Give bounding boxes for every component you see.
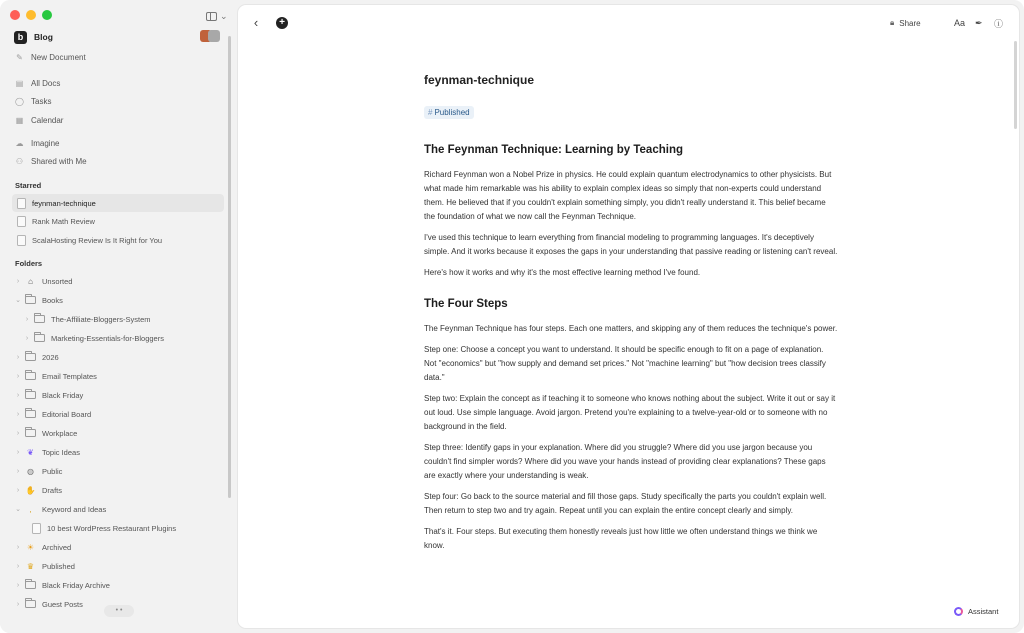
document-scrollbar[interactable] [1014, 41, 1017, 129]
chevron-right-icon: › [16, 600, 20, 608]
new-document-icon: ✎ [16, 52, 23, 62]
chevron-right-icon: › [16, 467, 20, 475]
chevron-right-icon: › [25, 334, 29, 342]
folder-icon [25, 600, 36, 608]
globe-icon: ◍ [27, 466, 34, 476]
chevron-right-icon: › [16, 372, 20, 380]
chevron-right-icon: › [16, 277, 20, 285]
calendar-icon: ▦ [15, 115, 24, 125]
workspace-name: Blog [34, 32, 53, 42]
nav-tasks[interactable] [14, 93, 51, 109]
nav-calendar[interactable] [14, 112, 63, 128]
folder-icon [25, 372, 36, 380]
chevron-right-icon: › [16, 581, 20, 589]
chevron-down-icon: ⌄ [15, 506, 21, 513]
nav-label: New Document [31, 52, 86, 62]
folder-label: Keyword and Ideas [42, 504, 107, 514]
folder-icon [34, 315, 45, 323]
collaborator-avatars[interactable] [200, 30, 220, 42]
close-window-button[interactable] [10, 10, 20, 20]
share-button[interactable] [890, 15, 921, 31]
assistant-button[interactable] [954, 604, 998, 618]
chevron-down-icon: ⌄ [15, 297, 21, 304]
folder-label: The-Affiliate-Bloggers-System [51, 314, 151, 324]
document-icon [17, 216, 26, 227]
chevron-right-icon: › [16, 486, 20, 494]
starred-item[interactable] [12, 231, 224, 249]
folder-item[interactable] [32, 520, 176, 536]
tag-badge[interactable] [424, 106, 474, 119]
paragraph: Step one: Choose a concept you want to understand. It should be specific enough to fit on a page of explanation. Not "economics" but "how supply and demand set prices." Not "machine learning" but "how decision trees classify data." [424, 345, 826, 382]
folder-label: Email Templates [42, 371, 97, 381]
document-title[interactable]: feynman-technique [424, 73, 535, 87]
folder-icon [25, 296, 36, 304]
workspace-switcher[interactable] [14, 29, 224, 45]
tag-label: Published [434, 108, 470, 117]
folder-label: Public [42, 466, 63, 476]
chevron-right-icon: › [16, 353, 20, 361]
document-icon [17, 235, 26, 246]
folder-label: Marketing-Essentials-for-Bloggers [51, 333, 164, 343]
chevron-right-icon: › [16, 410, 20, 418]
paragraph: The Feynman Technique has four steps. Each one matters, and skipping any of them reduces the technique's power. [424, 324, 838, 333]
workspace-logo: b [14, 31, 27, 44]
nav-label: All Docs [31, 78, 61, 88]
minimize-window-button[interactable] [26, 10, 36, 20]
sun-icon: ☀ [26, 542, 35, 552]
folder-label: Editorial Board [42, 409, 92, 419]
assistant-label: Assistant [968, 606, 999, 616]
chevron-down-icon: ⌄ [220, 10, 228, 21]
heading: The Four Steps [424, 298, 508, 310]
folder-label: Published [42, 561, 75, 571]
back-icon[interactable]: ‹ [253, 15, 259, 30]
folder-label: Archived [42, 542, 72, 552]
paragraph: Step four: Go back to the source material and fill those gaps. Study specifically the parts you couldn't explain well. Then return to step two and try again. Repeat until you can explain the entire concept clearly and simply. [424, 492, 827, 515]
maximize-window-button[interactable] [42, 10, 52, 20]
hand-icon: ✋ [25, 485, 36, 495]
folder-item[interactable] [23, 330, 164, 346]
hash-icon: # [428, 108, 433, 117]
chevron-right-icon: › [16, 391, 20, 399]
avatar [208, 30, 220, 42]
nav-all-docs[interactable] [14, 75, 60, 91]
sidebar-icon [206, 12, 217, 21]
users-icon: ⚇ [15, 156, 24, 166]
paragraph: Step two: Explain the concept as if teaching it to someone who knows nothing about the subject. Write it out or say it out loud. Use simple language. Avoid jargon. Pretend you're explaining to a twelve-year-old or to someone with no background in the field. [424, 394, 836, 431]
heading: The Feynman Technique: Learning by Teaching [424, 144, 683, 156]
add-icon[interactable]: + [276, 17, 288, 29]
folder-label: Black Friday Archive [42, 580, 110, 590]
folder-item[interactable] [14, 425, 77, 441]
sidebar [0, 0, 233, 633]
sidebar-toggle-button[interactable] [206, 10, 228, 22]
folder-icon [34, 334, 45, 342]
starred-item-label: ScalaHosting Review Is It Right for You [32, 235, 163, 245]
text-format-button[interactable] [954, 15, 965, 31]
document-icon [17, 198, 26, 209]
folder-item[interactable] [23, 311, 150, 327]
crown-icon: ♛ [26, 561, 35, 571]
folders-section-title: Folders [15, 259, 43, 268]
chevron-right-icon: › [16, 543, 20, 551]
paragraph: That's it. Four steps. But executing them honestly reveals just how little we often understand things we think we know. [424, 527, 818, 550]
chevron-right-icon: › [25, 315, 29, 323]
text-format-icon: Aa [954, 18, 966, 28]
nav-imagine[interactable] [14, 135, 59, 151]
folder-item[interactable] [14, 539, 71, 555]
pen-icon[interactable]: ✒ [975, 17, 983, 28]
folder-item[interactable] [14, 387, 83, 403]
documents-icon: ▤ [15, 78, 24, 88]
folder-label: Unsorted [42, 276, 73, 286]
folder-label: 2026 [42, 352, 59, 362]
nav-shared-with-me[interactable] [14, 153, 87, 169]
window-controls [10, 10, 52, 20]
paragraph: Here's how it works and why it's the most effective learning method I've found. [424, 268, 701, 277]
starred-item-label: feynman-technique [32, 198, 96, 208]
paragraph: Richard Feynman won a Nobel Prize in physics. He could explain quantum electrodynamics to other physicists. But what made him remarkable was his ability to explain complex ideas so simply that non-experts could understand them. He believed that if you couldn't explain something simply, you didn't really understand it. This belief became the foundation of what we now call the Feynman Technique. [424, 170, 832, 221]
paragraph: I've used this technique to learn everything from financial modeling to programming languages. It's deceptively simple. And it works because it exposes the gaps in your understanding that passive reading or listening can't reveal. [424, 233, 838, 256]
starred-item[interactable] [12, 212, 224, 230]
folder-item[interactable] [14, 368, 97, 384]
folder-item[interactable] [14, 463, 62, 479]
lock-icon: 🔒︎ [890, 18, 895, 27]
document-pane [238, 5, 1019, 628]
folder-icon [25, 581, 36, 589]
nav-label: Calendar [31, 115, 64, 125]
share-label: Share [899, 18, 921, 28]
leaf-icon: ❦ [27, 447, 34, 457]
folder-item[interactable] [14, 349, 59, 365]
folder-label: 10 best WordPress Restaurant Plugins [47, 523, 177, 533]
folder-icon [25, 429, 36, 437]
starred-item-label: Rank Math Review [32, 216, 95, 226]
assistant-icon [954, 607, 963, 616]
folder-label: Workplace [42, 428, 78, 438]
folder-item[interactable] [14, 482, 62, 498]
inbox-icon: ⌂ [28, 276, 33, 286]
nav-label: Imagine [31, 138, 60, 148]
folder-label: Guest Posts [42, 599, 83, 609]
sprout-icon: , [29, 504, 32, 514]
sidebar-scrollbar[interactable] [228, 36, 231, 498]
folder-icon [25, 410, 36, 418]
document-toolbar-left [250, 15, 288, 30]
nav-label: Tasks [31, 96, 52, 106]
folder-item[interactable] [14, 292, 63, 308]
chevron-right-icon: › [16, 448, 20, 456]
chevron-right-icon: › [16, 562, 20, 570]
folder-label: Topic Ideas [42, 447, 80, 457]
folder-label: Black Friday [42, 390, 84, 400]
folder-item[interactable] [14, 558, 75, 574]
nav-label: Shared with Me [31, 156, 87, 166]
document-body[interactable] [424, 73, 838, 553]
folder-icon [25, 353, 36, 361]
chevron-right-icon: › [16, 429, 20, 437]
folder-label: Drafts [42, 485, 63, 495]
sidebar-more-button[interactable]: • • [104, 605, 134, 617]
document-icon [32, 523, 41, 534]
folder-icon [25, 391, 36, 399]
new-document-button[interactable] [14, 49, 86, 65]
starred-item[interactable] [12, 194, 224, 212]
folder-item[interactable] [14, 577, 110, 593]
folder-item[interactable] [14, 273, 72, 289]
cloud-icon: ☁ [15, 138, 24, 148]
folder-item[interactable] [14, 596, 83, 612]
starred-section-title: Starred [15, 181, 42, 190]
check-circle-icon: ◯ [15, 96, 24, 106]
folder-item[interactable] [14, 501, 106, 517]
folder-item[interactable] [14, 406, 91, 422]
folder-item[interactable] [14, 444, 80, 460]
paragraph: Step three: Identify gaps in your explanation. Where did you struggle? Where did you use jargon because you couldn't find simpler words? Where did you wave your hands instead of providing clear explanations? These gaps are exactly where your understanding is weak. [424, 443, 826, 480]
folder-label: Books [42, 295, 63, 305]
info-icon[interactable]: ⓘ [994, 18, 1004, 29]
